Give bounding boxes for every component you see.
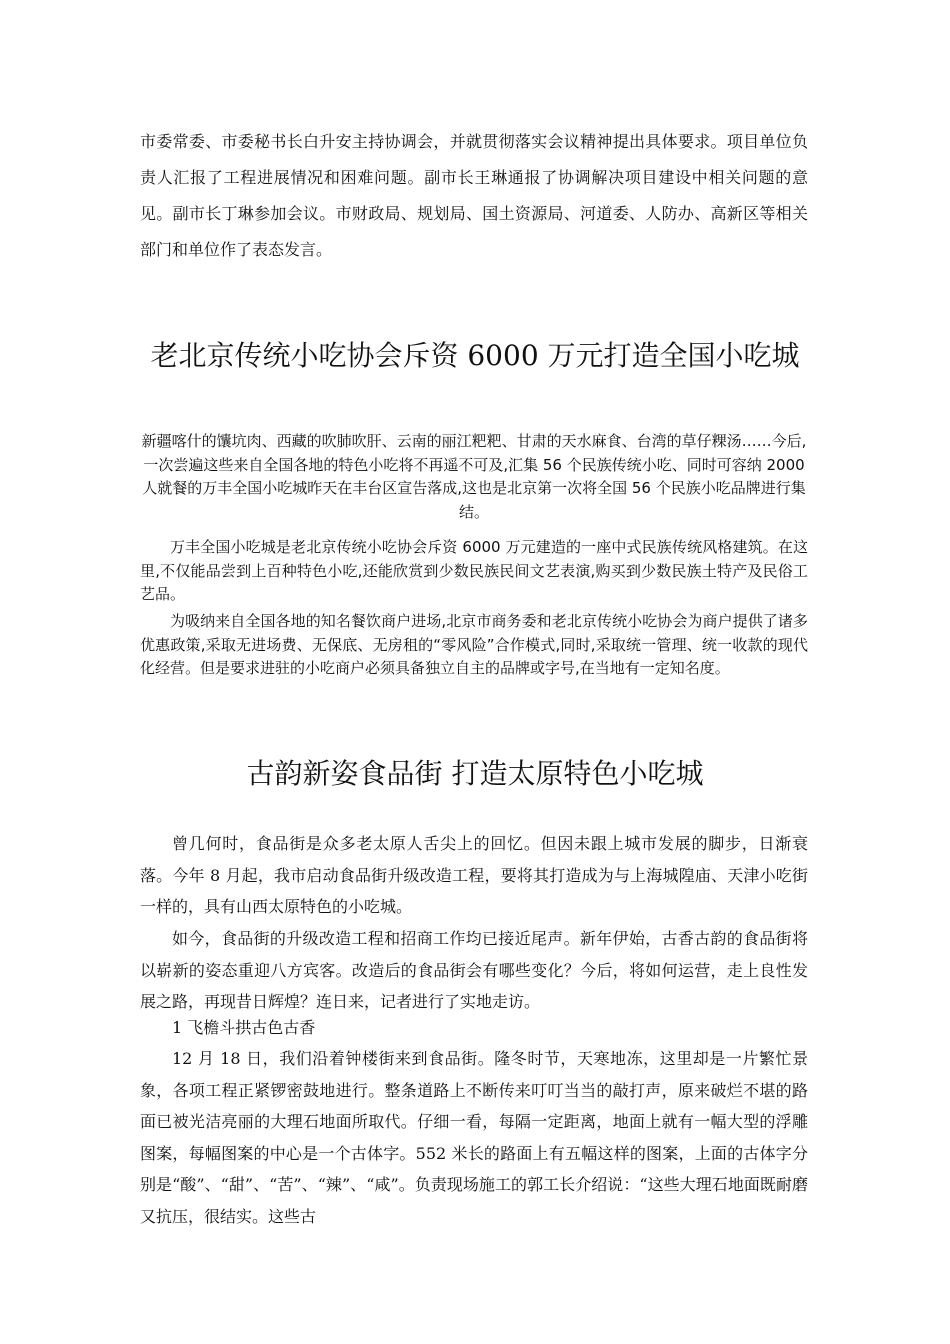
article1-paragraph-2: 为吸纳来自全国各地的知名餐饮商户进场,北京市商务委和老北京传统小吃协会为商户提供了诸多优惠政策,采取无进场费、无保底、无房租的“零风险”合作模式,同时,采取统一管理、统一收款的现代化经营。但是要求进驻的小吃商户必须具备独立自主的品牌或字号,在当地有一定知名度。 — [140, 612, 808, 678]
article2-subheading: 1 飞檐斗拱古色古香 — [172, 1018, 316, 1037]
article2-paragraph-1: 曾几何时，食品街是众多老太原人舌尖上的回忆。但因未跟上城市发展的脚步，日渐衰落。今年 8 月起，我市启动食品街升级改造工程，要将其打造成为与上海城隍庙、天津小吃街一样的，具有山西太原特色的小吃城。 — [140, 834, 808, 916]
article2-title: 古韵新姿食品街 打造太原特色小吃城 — [246, 757, 704, 790]
article1-title: 老北京传统小吃协会斥资 6000 万元打造全国小吃城 — [150, 339, 800, 372]
article1-paragraph-1: 万丰全国小吃城是老北京传统小吃协会斥资 6000 万元建造的一座中式民族传统风格建筑。在这里,不仅能品尝到上百种特色小吃,还能欣赏到少数民族民间文艺表演,购买到少数民族土特产及民俗工艺品。 — [140, 538, 808, 604]
intro-paragraph: 市委常委、市委秘书长白升安主持协调会，并就贯彻落实会议精神提出具体要求。项目单位负责人汇报了工程进展情况和困难问题。副市长王琳通报了协调解决项目建设中相关问题的意见。副市长丁琳参加会议。市财政局、规划局、国土资源局、河道委、人防办、高新区等相关部门和单位作了表态发言。 — [140, 132, 808, 259]
article2-paragraph-3: 12 月 18 日，我们沿着钟楼街来到食品街。隆冬时节，天寒地冻，这里却是一片繁忙景象，各项工程正紧锣密鼓地进行。整条道路上不断传来叮叮当当的敲打声，原来破烂不堪的路面已被光洁亮丽的大理石地面所取代。仔细一看，每隔一定距离，地面上就有一幅大型的浮雕图案，每幅图案的中心是一个古体字。552 米长的路面上有五幅这样的图案，上面的古体字分别是“酸”、“甜”、“苦”、“辣”、“咸”。负责现场施工的郭工长介绍说：“这些大理石地面既耐磨又抗压，很结实。这些古 — [140, 1049, 808, 1226]
article2-paragraph-2: 如今，食品街的升级改造工程和招商工作均已接近尾声。新年伊始，古香古韵的食品街将以崭新的姿态重迎八方宾客。改造后的食品街会有哪些变化？今后，将如何运营，走上良性发展之路，再现昔日辉煌？连日来，记者进行了实地走访。 — [140, 929, 808, 1011]
article1-lead-paragraph: 新疆喀什的馕坑肉、西藏的吹肺吹肝、云南的丽江粑粑、甘肃的天水麻食、台湾的草仔粿汤……今后,一次尝遍这些来自全国各地的特色小吃将不再遥不可及,汇集 56 个民族传统小吃、同时可容纳 2000 人就餐的万丰全国小吃城昨天在丰台区宣告落成,这也是北京第一次将全国 56 个民族小吃品牌进行集结。 — [141, 432, 807, 521]
